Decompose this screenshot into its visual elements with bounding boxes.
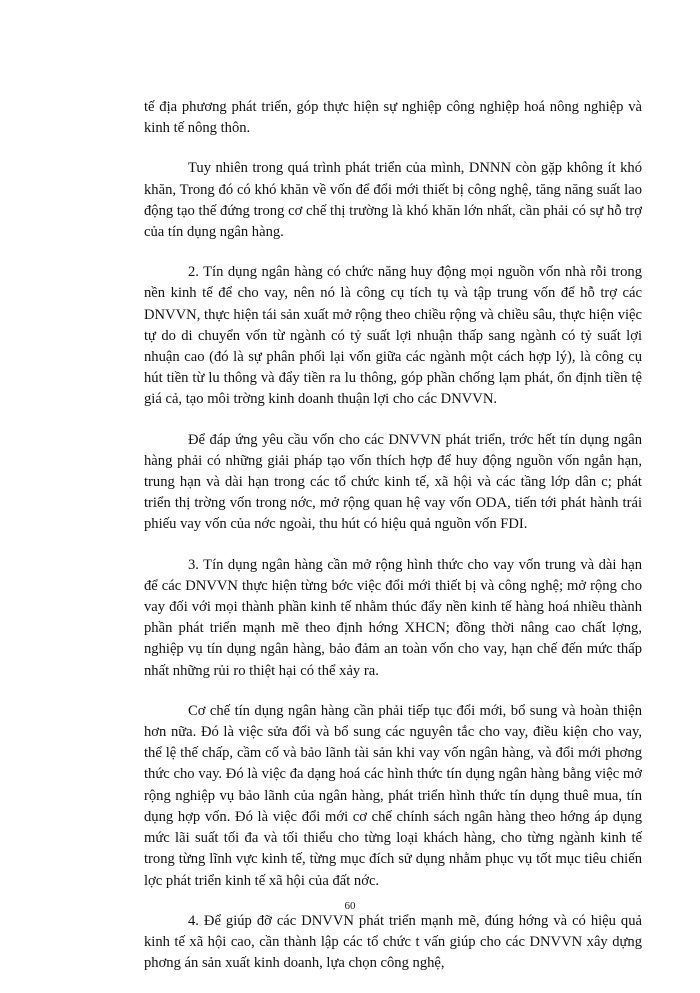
paragraph-point-4: 4. Để giúp đỡ các DNVVN phát triển mạnh mẽ, đúng hớng và có hiệu quả kinh tế xã hội cao, cần thành lập các tổ chức t vấn giúp cho các DNVVN xây dựng phơng án sản xuất kinh doanh, lựa chọn công nghệ, (144, 912, 642, 972)
paragraph-point-3: 3. Tín dụng ngân hàng cần mở rộng hình thức cho vay vốn trung và dài hạn để các DNVVN thực hiện từng bớc việc đổi mới thiết bị và công nghệ; mở rộng cho vay đối với mọi thành phần kinh tế nhằm thúc đẩy nền kinh tế hàng hoá nhiều thành phần phát triển mạnh mẽ theo định hớng XHCN; đồng thời nâng cao chất lợng, nghiệp vụ tín dụng ngân hàng, bảo đảm an toàn vốn cho vay, hạn chế đến mức thấp nhất những rủi ro thiệt hại có thể xảy ra. (144, 556, 642, 679)
paragraph-point-2: 2. Tín dụng ngân hàng có chức năng huy động mọi nguồn vốn nhà rỗi trong nền kinh tế để cho vay, nên nó là công cụ tích tụ và tập trung vốn để hỗ trợ các DNVVN, thực hiện tái sản xuất mở rộng theo chiều rộng và chiều sâu, thực hiện việc tự do di chuyển vốn từ ngành có tỷ suất lợi nhuận thấp sang ngành có tỷ suất lợi nhuận cao (đó là sự phân phối lại vốn giữa các ngành một cách hợp lý), là công cụ hút tiền từ lu thông và đẩy tiền ra lu thông, góp phần chống lạm phát, ổn định tiền tệ giá cả, tạo môi trờng kinh doanh thuận lợi cho các DNVVN. (144, 264, 642, 408)
page-number: 60 (344, 900, 356, 912)
paragraph-difficulties: Tuy nhiên trong quá trình phát triển của mình, DNNN còn gặp không ít khó khăn, Trong đó có khó khăn về vốn để đổi mới thiết bị công nghệ, tăng năng suất lao động tạo thế đứng trong cơ chế thị trường là khó khăn lớn nhất, cần phải có sự hỗ trợ của tín dụng ngân hàng. (144, 160, 642, 241)
document-body (144, 97, 642, 993)
paragraph-capital-requirements: Để đáp ứng yêu cầu vốn cho các DNVVN phát triển, trớc hết tín dụng ngân hàng phải có những giải pháp tạo vốn thích hợp để huy động nguồn vốn ngắn hạn, trung hạn và dài hạn trong các tổ chức kinh tế, xã hội và các tầng lớp dân c; phát triển thị trờng vốn trong nớc, mở rộng quan hệ vay vốn ODA, tiến tới phát hành trái phiếu vay vốn của nớc ngoài, thu hút có hiệu quả nguồn vốn FDI. (144, 431, 642, 533)
paragraph-continuation: tế địa phương phát triển, góp thực hiện sự nghiệp công nghiệp hoá nông nghiệp và kinh tế nông thôn. (144, 99, 642, 137)
paragraph-credit-mechanism: Cơ chế tín dụng ngân hàng cần phải tiếp tục đổi mới, bổ sung và hoàn thiện hơn nữa. Đó là việc sửa đổi và bổ sung các nguyên tắc cho vay, điều kiện cho vay, thể lệ thế chấp, cầm cố và bảo lãnh tài sản khi vay vốn ngân hàng, và đổi mới phơng thức cho vay. Đó là việc đa dạng hoá các hình thức tín dụng ngân hàng bằng việc mở rộng nghiệp vụ bảo lãnh của ngân hàng, phát triển hình thức tín dụng thuê mua, tín dụng hợp vốn. Đó là việc đổi mới cơ chế chính sách ngân hàng theo hớng áp dụng mức lãi suất tối đa và tối thiểu cho từng loại khách hàng, cho từng ngành kinh tế trong từng lĩnh vực kinh tế, từng mục đích sử dụng nhằm phục vụ tốt mục tiêu chiến lợc phát triển kinh tế xã hội của đất nớc. (144, 702, 642, 889)
